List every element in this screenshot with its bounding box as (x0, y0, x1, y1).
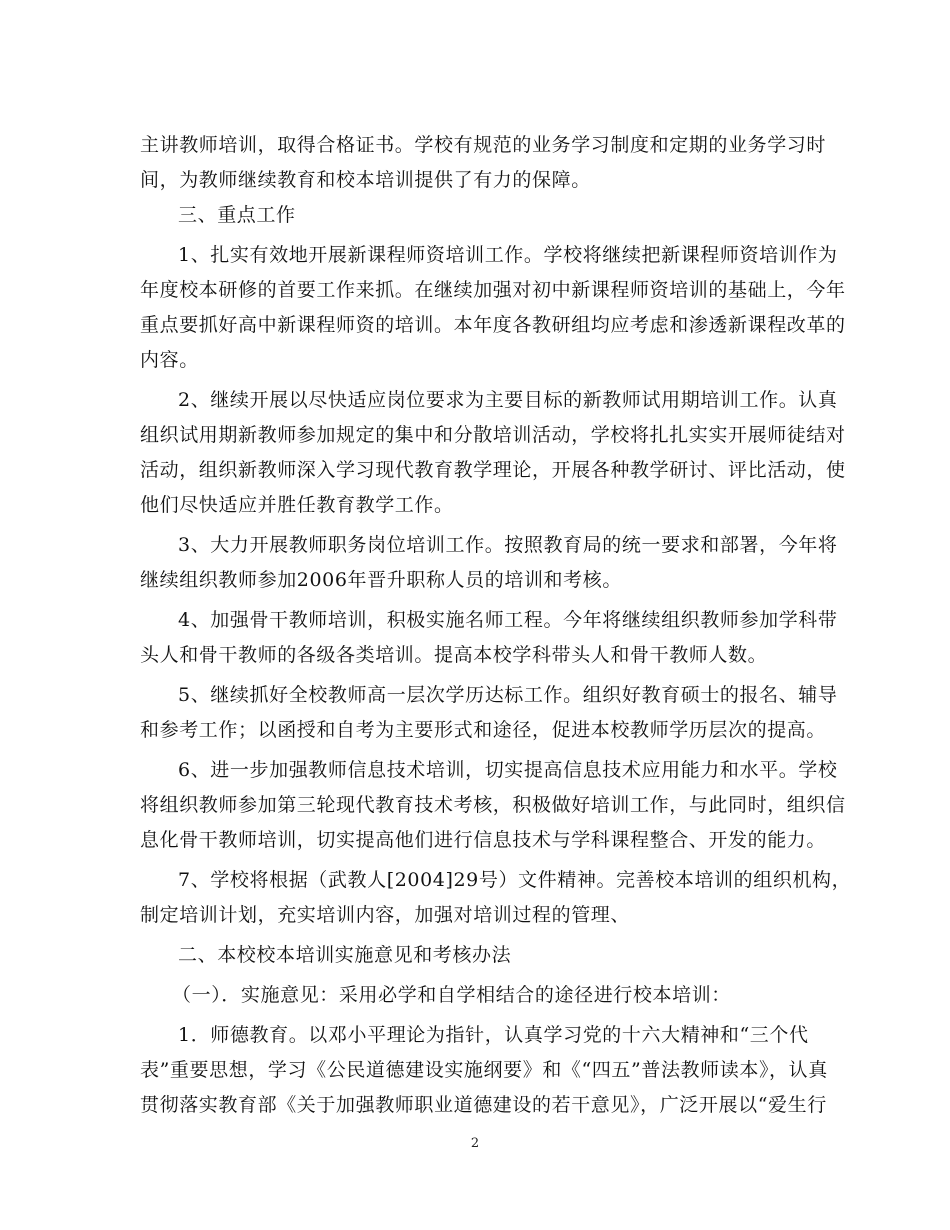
text-line: 息化骨干教师培训，切实提高他们进行信息技术与学科课程整合、开发的能力。 (140, 829, 827, 851)
section-heading: 三、重点工作 (178, 204, 296, 226)
section-heading: 二、本校校本培训实施意见和考核办法 (178, 944, 512, 966)
text-line: 年度校本研修的首要工作来抓。在继续加强对初中新课程师资培训的基础上，今年 (140, 279, 846, 301)
text-line: 表”重要思想，学习《公民道德建设实施纲要》和《“四五”普法教师读本》，认真 (140, 1059, 828, 1081)
text-line: 贯彻落实教育部《关于加强教师职业道德建设的若干意见》，广泛开展以“爱生行 (140, 1094, 827, 1116)
text-line: 制定培训计划，充实培训内容，加强对培训过程的管理、 (140, 904, 631, 926)
text-line: 5、继续抓好全校教师高一层次学历达标工作。组织好教育硕士的报名、辅导 (178, 684, 838, 706)
text-line: 1、扎实有效地开展新课程师资培训工作。学校将继续把新课程师资培训作为 (178, 244, 838, 266)
text-line: 将组织教师参加第三轮现代教育技术考核，积极做好培训工作，与此同时，组织信 (140, 794, 846, 816)
text-line: 组织试用期新教师参加规定的集中和分散培训活动，学校将扎扎实实开展师徒结对 (140, 424, 846, 446)
text-line: 2、继续开展以尽快适应岗位要求为主要目标的新教师试用期培训工作。认真 (178, 389, 838, 411)
page-number: 2 (470, 1136, 480, 1151)
text-line: 3、大力开展教师职务岗位培训工作。按照教育局的统一要求和部署，今年将 (178, 534, 838, 556)
text-line: 他们尽快适应并胜任教育教学工作。 (140, 494, 454, 516)
text-line: 主讲教师培训，取得合格证书。学校有规范的业务学习制度和定期的业务学习时 (140, 134, 827, 156)
subsection-heading: （一）．实施意见：采用必学和自学相结合的途径进行校本培训： (172, 984, 731, 1006)
text-line: 1．师德教育。以邓小平理论为指针，认真学习党的十六大精神和“三个代 (178, 1024, 809, 1046)
text-line: 4、加强骨干教师培训，积极实施名师工程。今年将继续组织教师参加学科带 (178, 609, 838, 631)
text-line: 活动，组织新教师深入学习现代教育教学理论，开展各种教学研讨、评比活动，使 (140, 459, 846, 481)
text-line: 和参考工作；以函授和自考为主要形式和途径，促进本校教师学历层次的提高。 (140, 719, 827, 741)
text-line: 7、学校将根据（武教人[2004]29号）文件精神。完善校本培训的组织机构， (178, 869, 852, 891)
text-line: 6、进一步加强教师信息技术培训，切实提高信息技术应用能力和水平。学校 (178, 759, 838, 781)
text-line: 重点要抓好高中新课程师资的培训。本年度各教研组均应考虑和渗透新课程改革的 (140, 314, 846, 336)
text-line: 内容。 (140, 349, 199, 371)
text-line: 继续组织教师参加2006年晋升职称人员的培训和考核。 (140, 569, 622, 591)
text-line: 头人和骨干教师的各级各类培训。提高本校学科带头人和骨干教师人数。 (140, 644, 768, 666)
text-line: 间，为教师继续教育和校本培训提供了有力的保障。 (140, 169, 591, 191)
